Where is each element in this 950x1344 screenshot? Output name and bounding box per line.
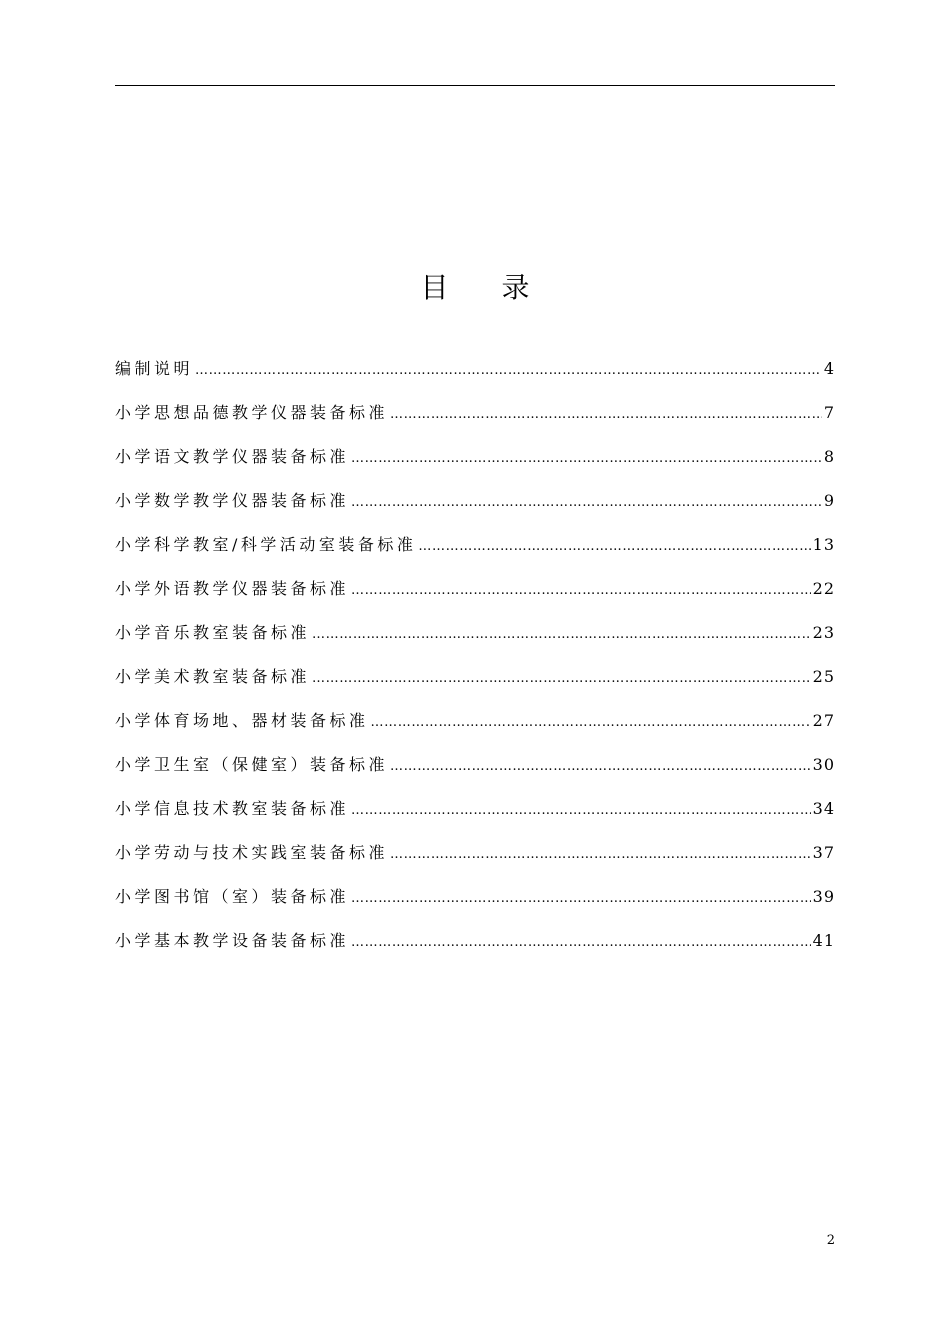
toc-entry-label: 小学思想品德教学仪器装备标准 bbox=[115, 403, 389, 422]
toc-entry-page: 13 bbox=[812, 535, 835, 554]
toc-dot-leader bbox=[195, 357, 822, 385]
toc-dot-leader bbox=[351, 797, 811, 825]
toc-entry-page: 4 bbox=[823, 359, 835, 378]
toc-entry[interactable] bbox=[115, 399, 835, 443]
toc-entry-page: 30 bbox=[812, 755, 835, 774]
toc-entry[interactable] bbox=[115, 795, 835, 839]
toc-entry-page: 7 bbox=[823, 403, 835, 422]
toc-dot-leader bbox=[351, 929, 811, 957]
toc-entry[interactable] bbox=[115, 575, 835, 619]
toc-entry[interactable] bbox=[115, 355, 835, 399]
page-number: 2 bbox=[826, 1233, 835, 1248]
toc-entry-page: 27 bbox=[812, 711, 835, 730]
toc-dot-leader bbox=[312, 621, 811, 649]
toc-entry-page: 25 bbox=[812, 667, 835, 686]
toc-entry[interactable] bbox=[115, 443, 835, 487]
toc-entry-label: 小学卫生室（保健室）装备标准 bbox=[115, 755, 389, 774]
toc-entry-label: 小学语文教学仪器装备标准 bbox=[115, 447, 350, 466]
toc-entry-page: 23 bbox=[812, 623, 835, 642]
toc-entry-label: 小学图书馆（室）装备标准 bbox=[115, 887, 350, 906]
toc-entry[interactable] bbox=[115, 839, 835, 883]
toc-dot-leader bbox=[390, 753, 811, 781]
toc-entry-label: 小学基本教学设备装备标准 bbox=[115, 931, 350, 950]
toc-dot-leader bbox=[390, 401, 822, 429]
toc-entry-page: 39 bbox=[812, 887, 835, 906]
toc-dot-leader bbox=[390, 841, 811, 869]
toc-dot-leader bbox=[351, 577, 811, 605]
toc-entry[interactable] bbox=[115, 663, 835, 707]
toc-entry-label: 小学数学教学仪器装备标准 bbox=[115, 491, 350, 510]
toc-entry[interactable] bbox=[115, 883, 835, 927]
toc-entry[interactable] bbox=[115, 927, 835, 971]
toc-dot-leader bbox=[351, 885, 811, 913]
toc-entry-label: 小学音乐教室装备标准 bbox=[115, 623, 311, 642]
header-rule bbox=[115, 85, 835, 86]
toc-entry-label: 小学美术教室装备标准 bbox=[115, 667, 311, 686]
toc-entry-page: 8 bbox=[823, 447, 835, 466]
toc-entry-page: 37 bbox=[812, 843, 835, 862]
toc-entry[interactable] bbox=[115, 531, 835, 575]
toc-entry-label: 编制说明 bbox=[115, 359, 194, 378]
toc-entry-label: 小学劳动与技术实践室装备标准 bbox=[115, 843, 389, 862]
toc-dot-leader bbox=[351, 489, 822, 517]
toc-entry[interactable] bbox=[115, 619, 835, 663]
toc-entry-label: 小学信息技术教室装备标准 bbox=[115, 799, 350, 818]
toc-dot-leader bbox=[371, 709, 811, 737]
toc-entry[interactable] bbox=[115, 487, 835, 531]
toc-entry-page: 9 bbox=[823, 491, 835, 510]
toc-entry-label: 小学外语教学仪器装备标准 bbox=[115, 579, 350, 598]
toc-list bbox=[115, 355, 835, 971]
toc-title: 目 录 bbox=[420, 271, 552, 304]
toc-entry-page: 41 bbox=[812, 931, 835, 950]
toc-entry[interactable] bbox=[115, 751, 835, 795]
toc-entry-page: 22 bbox=[812, 579, 835, 598]
toc-dot-leader bbox=[418, 533, 810, 561]
toc-entry[interactable] bbox=[115, 707, 835, 751]
toc-entry-label: 小学体育场地、器材装备标准 bbox=[115, 711, 369, 730]
toc-entry-page: 34 bbox=[812, 799, 835, 818]
toc-dot-leader bbox=[312, 665, 811, 693]
toc-dot-leader bbox=[351, 445, 822, 473]
toc-entry-label: 小学科学教室/科学活动室装备标准 bbox=[115, 535, 417, 554]
